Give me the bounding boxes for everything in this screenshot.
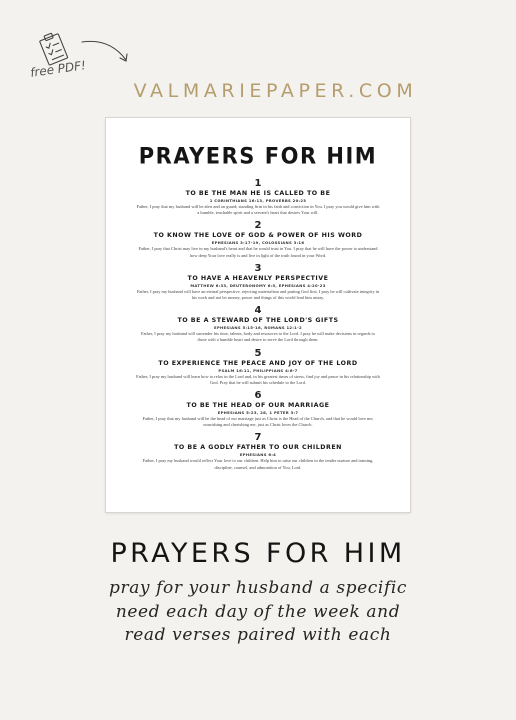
page-title: PRAYERS FOR HIM — [110, 538, 406, 569]
subtitle-line: need each day of the week and — [115, 601, 401, 622]
prayer-day — [106, 348, 410, 386]
day-title: TO BE A GODLY FATHER TO OUR CHILDREN — [174, 444, 342, 452]
prayer-day — [106, 390, 410, 428]
printable-sheet — [106, 118, 410, 512]
day-number: 3 — [254, 262, 262, 274]
day-prayer-text: Father, I pray my husband would reflect Your love to our children. Help him to raise our children in the tender nurture and training, discipline, counsel, and admonition of You, Lord. — [142, 458, 374, 470]
day-title: TO BE THE HEAD OF OUR MARRIAGE — [186, 402, 330, 410]
subtitle — [0, 577, 516, 648]
day-prayer-text: Father, I pray my husband will learn how to relax in the Lord and, in his greatest times of stress, find joy and peace in his relationship with God. Pray that he will submit his schedule to the Lord. — [136, 373, 380, 385]
day-title: TO BE A STEWARD OF THE LORD'S GIFTS — [177, 317, 339, 325]
day-title: TO BE THE MAN HE IS CALLED TO BE — [185, 190, 331, 197]
day-verse-reference: PSALM 16:11, PHILIPPIANS 4:6-7 — [218, 367, 298, 373]
day-prayer-text: Father, I pray that Christ may live in my husband's heart and that he would trust in You. I pray that he will have the power to understand how deep Your love really is and live in light of the truth found in your Word. — [138, 246, 378, 258]
day-prayer-text: Father, I pray that my husband will be alert and on guard; standing firm in his faith and conviction in You. I pray you would give him with a humble, teachable spirit and a servant's heart that desires Your will. — [136, 204, 380, 216]
day-number: 6 — [254, 390, 262, 402]
day-verse-reference: MATTHEW 6:33, DEUTERONOMY 6:5, EPHESIANS 4:20-23 — [190, 282, 326, 288]
day-title: TO EXPERIENCE THE PEACE AND JOY OF THE LORD — [158, 359, 358, 367]
prayer-day-list — [106, 178, 410, 471]
day-prayer-text: Father, I pray my husband will have an eternal perspective, rejecting materialism and putting God first. I pray he will cultivate integrity in his work and not let money, power and things of this world lead him astray. — [136, 288, 380, 301]
day-prayer-text: Father, I pray that my husband will be the head of our marriage just as Christ is the Head of the Church, and that he would love me, nourishing and cherishing me, just as Christ loves the Church. — [142, 416, 374, 428]
day-verse-reference: 1 CORINTHIANS 16:13, PROVERBS 20:23 — [209, 198, 307, 203]
prayer-day — [106, 263, 410, 301]
subtitle-line: pray for your husband a specific — [108, 578, 407, 598]
day-verse-reference: EPHESIANS 3:17-19, COLOSSIANS 3:16 — [211, 240, 305, 246]
day-title: TO KNOW THE LOVE OF GOD & POWER OF HIS WORD — [153, 232, 363, 240]
day-verse-reference: EPHESIANS 5:23, 28, 1 PETER 3:7 — [217, 410, 299, 416]
subtitle-line: read verses paired with each — [124, 625, 392, 645]
day-number: 1 — [254, 178, 262, 189]
free-pdf-label: free PDF! — [29, 58, 87, 80]
day-verse-reference: EPHESIANS 6:4 — [239, 452, 277, 458]
prayer-day — [106, 220, 410, 258]
day-number: 2 — [254, 220, 262, 232]
day-number: 7 — [254, 432, 262, 444]
day-verse-reference: EPHESIANS 5:15-16, ROMANS 12:1-2 — [214, 325, 302, 331]
day-number: 5 — [254, 347, 262, 359]
day-number: 4 — [254, 305, 262, 317]
prayer-day — [106, 432, 410, 470]
prayer-day — [106, 305, 410, 343]
site-name[interactable]: VALMARIEPAPER.COM — [133, 80, 418, 102]
prayer-day — [106, 178, 410, 216]
day-prayer-text: Father, I pray my husband will surrender his time, talents, body and resources to the Lord. I pray he will make decisions in regards to those with a humble heart and desire to serve the Lord through them. — [141, 331, 375, 343]
day-title: TO HAVE A HEAVENLY PERSPECTIVE — [187, 274, 329, 282]
sheet-title: PRAYERS FOR HIM — [138, 143, 378, 169]
